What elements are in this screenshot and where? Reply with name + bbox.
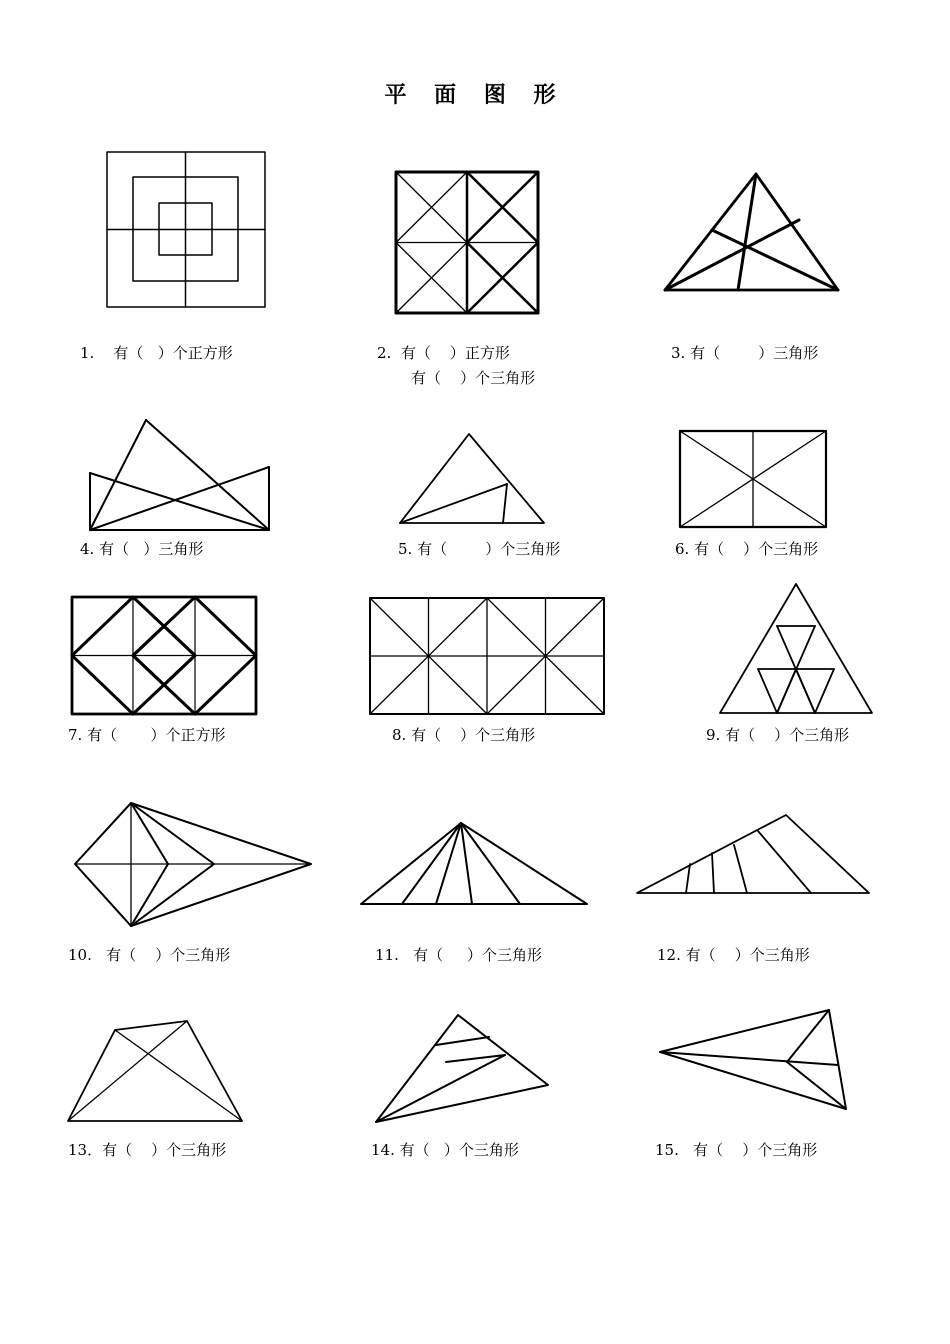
figure-14-triangles — [376, 1015, 548, 1122]
question-10: 10. 有（ ）个三角形 — [68, 946, 231, 964]
figure-8-rectangle-triangles — [370, 598, 604, 714]
figure-11-fan-triangle — [361, 823, 587, 904]
question-6: 6. 有（ ）个三角形 — [675, 540, 819, 558]
question-11: 11. 有（ ）个三角形 — [375, 946, 543, 964]
figure-2-grid-diagonals — [396, 172, 538, 313]
question-13: 13．有（ ）个三角形 — [68, 1141, 227, 1159]
figure-10-kite — [75, 803, 311, 926]
figure-4-crossed-triangles — [90, 420, 269, 530]
figure-15-triangles — [660, 1010, 846, 1109]
question-1: 1. 有（ ）个正方形 — [80, 344, 233, 362]
page-title: 平 面 图 形 — [384, 82, 566, 108]
question-3: 3. 有（ ）三角形 — [671, 344, 819, 362]
figure-13-trapezoid — [68, 1021, 242, 1121]
figure-3-triangle-cevians — [665, 174, 838, 290]
figure-9-subdivided-triangle — [720, 584, 872, 713]
figure-1-nested-squares — [107, 152, 265, 307]
figure-6-rectangle-diagonals — [680, 431, 826, 527]
figure-12-obtuse-triangle — [637, 815, 869, 893]
question-2-line-1: 2. 有（ ）正方形 — [377, 344, 510, 362]
question-2-line-2: 有（ ）个三角形 — [411, 369, 536, 387]
question-4: 4. 有（ ）三角形 — [80, 540, 204, 558]
question-5: 5. 有（ ）个三角形 — [398, 540, 561, 558]
question-14: 14. 有（ ）个三角形 — [371, 1141, 519, 1159]
question-9: 9. 有（ ）个三角形 — [706, 726, 850, 744]
question-12: 12. 有（ ）个三角形 — [657, 946, 810, 964]
question-7: 7. 有（ ）个正方形 — [68, 726, 226, 744]
question-8: 8. 有（ ）个三角形 — [392, 726, 536, 744]
figure-7-rectangle-squares — [72, 597, 256, 714]
figure-5-triangle — [400, 434, 544, 523]
question-15: 15. 有（ ）个三角形 — [655, 1141, 818, 1159]
